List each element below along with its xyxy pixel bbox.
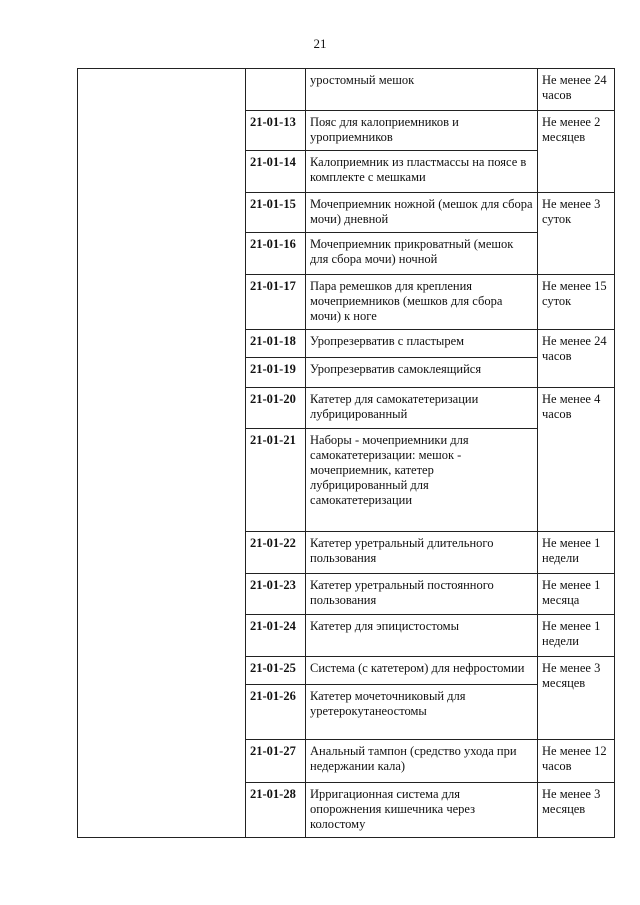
empty-left-column xyxy=(78,69,246,838)
page-number: 21 xyxy=(313,36,327,51)
item-code: 21-01-23 xyxy=(246,574,306,615)
item-name: Катетер мочеточниковый для уретерокутанеостомы xyxy=(306,685,538,740)
item-code: 21-01-16 xyxy=(246,233,306,275)
item-term: Не менее 1 недели xyxy=(538,532,615,574)
item-code: 21-01-25 xyxy=(246,657,306,685)
item-name: Система (с катетером) для нефростомии xyxy=(306,657,538,685)
item-name: Мочеприемник прикроватный (мешок для сбора мочи) ночной xyxy=(306,233,538,275)
item-term: Не менее 24 часов xyxy=(538,330,615,388)
item-name: Уропрезерватив с пластырем xyxy=(306,330,538,358)
item-term: Не менее 1 недели xyxy=(538,615,615,657)
item-name: Анальный тампон (средство ухода при недержании кала) xyxy=(306,740,538,783)
item-name: уростомный мешок xyxy=(306,69,538,111)
item-name: Калоприемник из пластмассы на поясе в комплекте с мешками xyxy=(306,151,538,193)
item-code: 21-01-24 xyxy=(246,615,306,657)
item-code xyxy=(246,69,306,111)
item-name: Катетер уретральный длительного пользования xyxy=(306,532,538,574)
item-name: Пояс для калоприемников и уроприемников xyxy=(306,111,538,151)
item-code: 21-01-17 xyxy=(246,275,306,330)
item-term: Не менее 15 суток xyxy=(538,275,615,330)
item-name: Уропрезерватив самоклеящийся xyxy=(306,358,538,388)
item-code: 21-01-13 xyxy=(246,111,306,151)
item-code: 21-01-15 xyxy=(246,193,306,233)
item-term: Не менее 3 суток xyxy=(538,193,615,275)
item-code: 21-01-28 xyxy=(246,783,306,838)
item-code: 21-01-18 xyxy=(246,330,306,358)
item-term: Не менее 3 месяцев xyxy=(538,657,615,740)
item-name: Катетер уретральный постоянного пользования xyxy=(306,574,538,615)
item-term: Не менее 3 месяцев xyxy=(538,783,615,838)
item-code: 21-01-14 xyxy=(246,151,306,193)
item-term: Не менее 4 часов xyxy=(538,388,615,532)
item-code: 21-01-26 xyxy=(246,685,306,740)
item-name: Мочеприемник ножной (мешок для сбора мочи) дневной xyxy=(306,193,538,233)
item-term: Не менее 1 месяца xyxy=(538,574,615,615)
item-name: Катетер для самокатетеризации лубрицированный xyxy=(306,388,538,429)
item-code: 21-01-19 xyxy=(246,358,306,388)
item-name: Наборы - мочеприемники для самокатетеризации: мешок - мочеприемник, катетер лубрицированный для самокатетеризации xyxy=(306,429,538,532)
item-code: 21-01-21 xyxy=(246,429,306,532)
item-name: Пара ремешков для крепления мочеприемников (мешков для сбора мочи) к ноге xyxy=(306,275,538,330)
item-term: Не менее 12 часов xyxy=(538,740,615,783)
table-row xyxy=(78,69,615,111)
item-term: Не менее 2 месяцев xyxy=(538,111,615,193)
item-term: Не менее 24 часов xyxy=(538,69,615,111)
item-name: Ирригационная система для опорожнения кишечника через колостому xyxy=(306,783,538,838)
item-code: 21-01-27 xyxy=(246,740,306,783)
equipment-table xyxy=(77,68,615,838)
item-name: Катетер для эпицистостомы xyxy=(306,615,538,657)
item-code: 21-01-20 xyxy=(246,388,306,429)
item-code: 21-01-22 xyxy=(246,532,306,574)
